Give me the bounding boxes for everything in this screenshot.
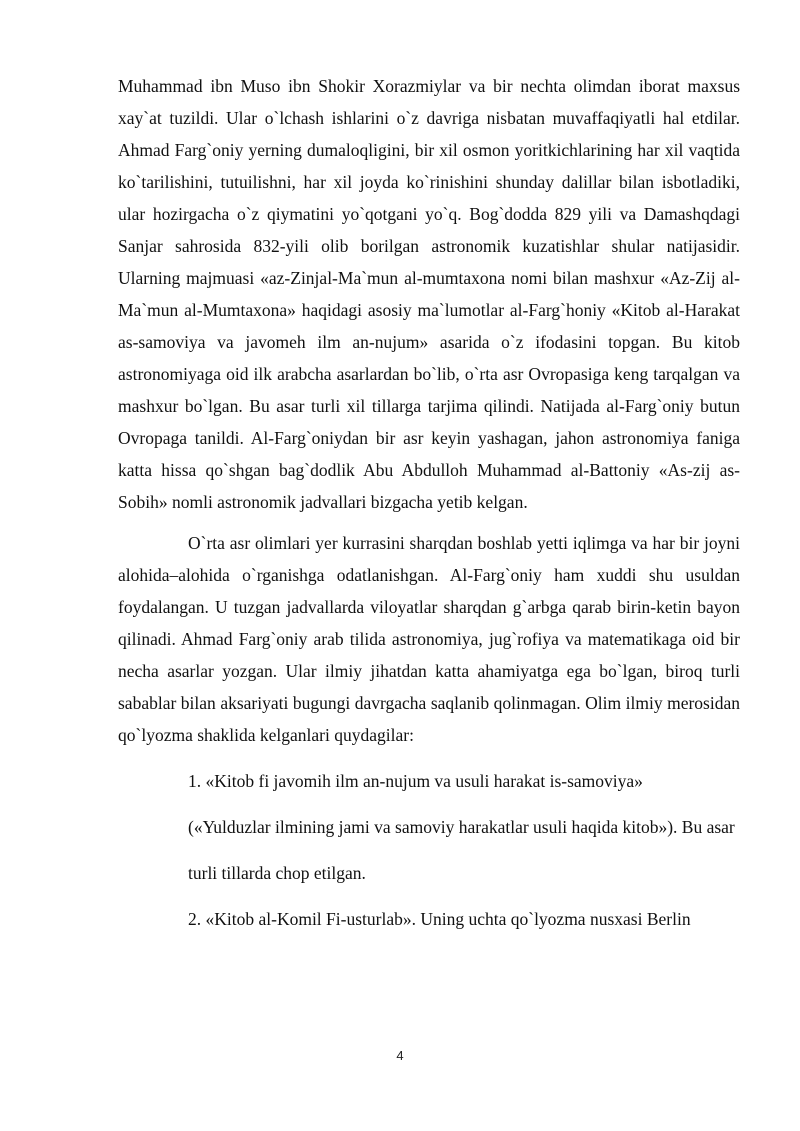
body-paragraph-1: Muhammad ibn Muso ibn Shokir Xorazmiylar va bir nechta olimdan iborat maxsus xay`at tuzildi. Ular o`lchash ishlarini o`z davriga nisbatan muvaffaqiyatli hal etdilar. Ahmad Farg`oniy yerning dumaloqligini, bir xil osmon yoritkichlarining har xil vaqtida ko`tarilishini, tutuilishni, har xil joyda ko`rinishini shunday dalillar bilan isbotladiki, ular hozirgacha o`z qiymatini yo`qotgani yo`q. Bog`dodda 829 yili va Damashqdagi Sanjar sahrosida 832-yili olib borilgan astronomik kuzatishlar shular natijasidir. Ularning majmuasi «az-Zinjal-Ma`mun al-mumtaxona nomi bilan mashxur «Az-Zij al-Ma`mun al-Mumtaxona» haqidagi asosiy ma`lumotlar al-Farg`honiy «Kitob al-Harakat as-samoviya va javomeh ilm an-nujum» asarida o`z ifodasini topgan. Bu kitob astronomiyaga oid ilk arabcha asarlardan bo`lib, o`rta asr Ovropasiga keng tarqalgan va mashxur bo`lgan. Bu asar turli xil tillarga tarjima qilindi. Natijada al-Farg`oniy butun Ovropaga tanildi. Al-Farg`oniydan bir asr keyin yashagan, jahon astronomiya faniga katta hissa qo`shgan bag`dodlik Abu Abdulloh Muhammad al-Battoniy «As-zij as-Sobih» nomli astronomik jadvallari bizgacha yetib kelgan. <box>118 76 740 512</box>
list-item-2-title: 2. «Kitob al-Komil Fi-usturlab». Uning uchta qo`lyozma nusxasi Berlin <box>188 909 691 929</box>
document-page <box>118 70 740 935</box>
list-item-1-translation: («Yulduzlar ilmining jami va samoviy harakatlar usuli haqida kitob»). Bu asar <box>188 817 735 837</box>
list-item-1-continuation: turli tillarda chop etilgan. <box>188 863 366 883</box>
body-paragraph-2: O`rta asr olimlari yer kurrasini sharqdan boshlab yetti iqlimga va har bir joyni alohida–alohida o`rganishga odatlanishgan. Al-Farg`oniy ham xuddi shu usuldan foydalangan. U tuzgan jadvallarda viloyatlar sharqdan g`arbga qarab birin-ketin bayon qilinadi. Ahmad Farg`oniy arab tilida astronomiya, jug`rofiya va matematikaga oid bir necha asarlar yozgan. Ular ilmiy jihatdan katta ahamiyatga ega bo`lgan, biroq turli sabablar bilan aksariyati bugungi davrgacha saqlanib qolinmagan. Olim ilmiy merosidan qo`lyozma shaklida kelganlari quydagilar: <box>118 533 740 745</box>
list-item-1-title: 1. «Kitob fi javomih ilm an-nujum va usuli harakat is-samoviya» <box>188 771 643 791</box>
page-number: 4 <box>396 1048 404 1063</box>
